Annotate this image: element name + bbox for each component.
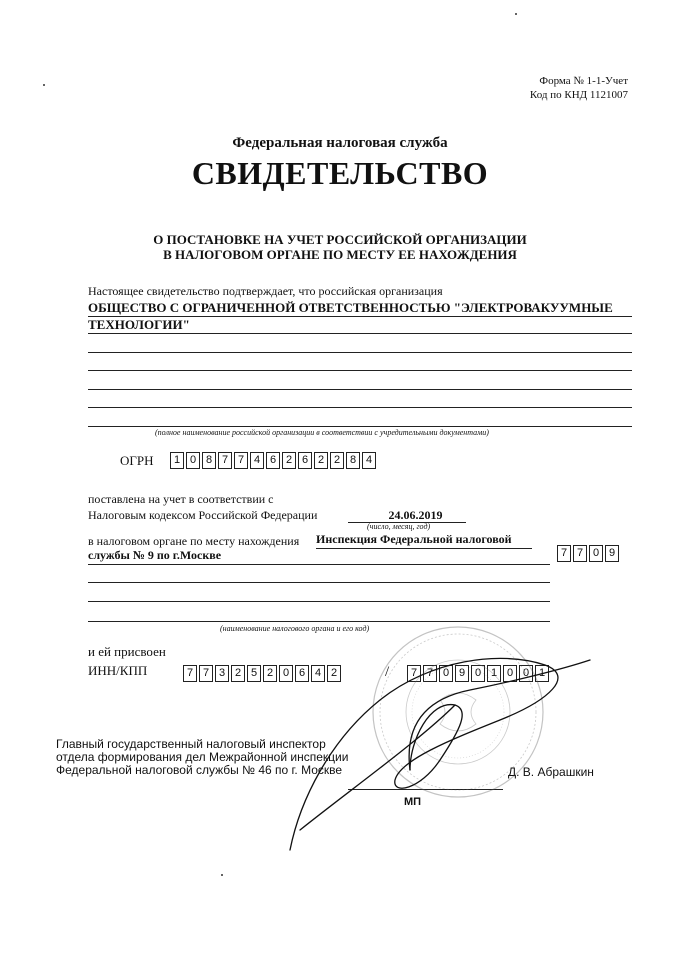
inn-digit: 4: [311, 665, 325, 682]
authority-line-3: [88, 621, 550, 622]
agency-name: Федеральная налоговая служба: [232, 135, 448, 151]
kpp-cells: [407, 665, 551, 682]
org-line-4: [88, 370, 632, 371]
inn-kpp-label: ИНН/КПП: [88, 663, 148, 678]
inspection-line-2: службы № 9 по г.Москве: [88, 548, 222, 562]
ogrn-digit: 2: [282, 452, 296, 469]
registration-date: 24.06.2019: [388, 508, 443, 522]
subtitle-line-1: О ПОСТАНОВКЕ НА УЧЕТ РОССИЙСКОЙ ОРГАНИЗАЦИИ: [153, 232, 527, 247]
org-line-1: [88, 316, 632, 317]
authority-line-1: [88, 582, 550, 583]
position-line-2: отдела формирования дел Межрайонной инспекции: [56, 750, 349, 764]
ogrn-digit: 1: [170, 452, 184, 469]
document-subtitle: [0, 232, 680, 262]
inn-digit: 6: [295, 665, 309, 682]
org-line-3: [88, 352, 632, 353]
inspection-code-digit: 7: [557, 545, 571, 562]
org-line-7: [88, 426, 632, 427]
document-title: СВИДЕТЕЛЬСТВО: [191, 155, 489, 191]
org-line-6: [88, 407, 632, 408]
position-line-3: Федеральной налоговой службы № 46 по г. Москве: [56, 763, 343, 777]
inspection-line-1: Инспекция Федеральной налоговой: [316, 532, 512, 546]
subtitle-line-2: В НАЛОГОВОМ ОРГАНЕ ПО МЕСТУ ЕЕ НАХОЖДЕНИЯ: [163, 247, 517, 262]
kpp-digit: 0: [503, 665, 517, 682]
registration-location: в налоговом органе по месту нахождения: [88, 534, 300, 548]
inspection-underline-1: [316, 548, 532, 549]
org-line-2: [88, 333, 632, 334]
organization-name: ОБЩЕСТВО С ОГРАНИЧЕННОЙ ОТВЕТСТВЕННОСТЬЮ "ЭЛЕКТРОВАКУУМНЫЕ ТЕХНОЛОГИИ": [88, 300, 613, 332]
ogrn-digit: 8: [202, 452, 216, 469]
inspection-code-digit: 7: [573, 545, 587, 562]
inspection-code-digit: 0: [589, 545, 603, 562]
seal-label: МП: [404, 796, 422, 808]
registration-line-2: Налоговым кодексом Российской Федерации: [88, 508, 318, 522]
ogrn-digit: 6: [266, 452, 280, 469]
kpp-digit: 7: [423, 665, 437, 682]
form-number: Форма № 1-1-Учет: [539, 75, 628, 87]
org-line-5: [88, 389, 632, 390]
ogrn-digit: 8: [346, 452, 360, 469]
authority-line-2: [88, 601, 550, 602]
inn-digit: 5: [247, 665, 261, 682]
position-line-1: Главный государственный налоговый инспектор: [56, 737, 326, 751]
inn-digit: 2: [263, 665, 277, 682]
ogrn-digit: 2: [314, 452, 328, 469]
kpp-digit: 0: [471, 665, 485, 682]
inn-digit: 2: [231, 665, 245, 682]
inspection-code-digit: 9: [605, 545, 619, 562]
ogrn-digit: 7: [234, 452, 248, 469]
signatory-position: [56, 738, 348, 777]
assigned-label: и ей присвоен: [88, 644, 166, 659]
form-number-block: [530, 74, 628, 102]
inspection-underline-2: [88, 564, 550, 565]
knd-code: Код по КНД 1121007: [529, 89, 628, 101]
kpp-digit: 7: [407, 665, 421, 682]
ogrn-digit: 4: [362, 452, 376, 469]
ogrn-digit: 4: [250, 452, 264, 469]
intro-text: Настоящее свидетельство подтверждает, что российская организация: [88, 284, 443, 298]
kpp-digit: 0: [439, 665, 453, 682]
ogrn-digit: 7: [218, 452, 232, 469]
ogrn-digit: 6: [298, 452, 312, 469]
inn-digit: 7: [183, 665, 197, 682]
signature-line: [348, 789, 503, 790]
authority-caption: (наименование налогового органа и его код): [220, 624, 370, 633]
ogrn-cells: [170, 452, 378, 469]
ogrn-label: ОГРН: [120, 453, 154, 468]
inn-cells: [183, 665, 343, 682]
org-caption: (полное наименование российской организации в соответствии с учредительными документами): [155, 428, 489, 437]
date-caption: (число, месяц, год): [367, 522, 431, 531]
ogrn-digit: 0: [186, 452, 200, 469]
kpp-digit: 0: [519, 665, 533, 682]
kpp-digit: 1: [487, 665, 501, 682]
inn-digit: 0: [279, 665, 293, 682]
inn-digit: 3: [215, 665, 229, 682]
signer-name: Д. В. Абрашкин: [508, 765, 594, 779]
kpp-digit: 1: [535, 665, 549, 682]
ogrn-digit: 2: [330, 452, 344, 469]
registration-line-1: поставлена на учет в соответствии с: [88, 492, 274, 506]
inn-digit: 7: [199, 665, 213, 682]
inn-kpp-separator: /: [385, 664, 390, 680]
kpp-digit: 9: [455, 665, 469, 682]
inn-digit: 2: [327, 665, 341, 682]
inspection-code-cells: [557, 545, 621, 562]
